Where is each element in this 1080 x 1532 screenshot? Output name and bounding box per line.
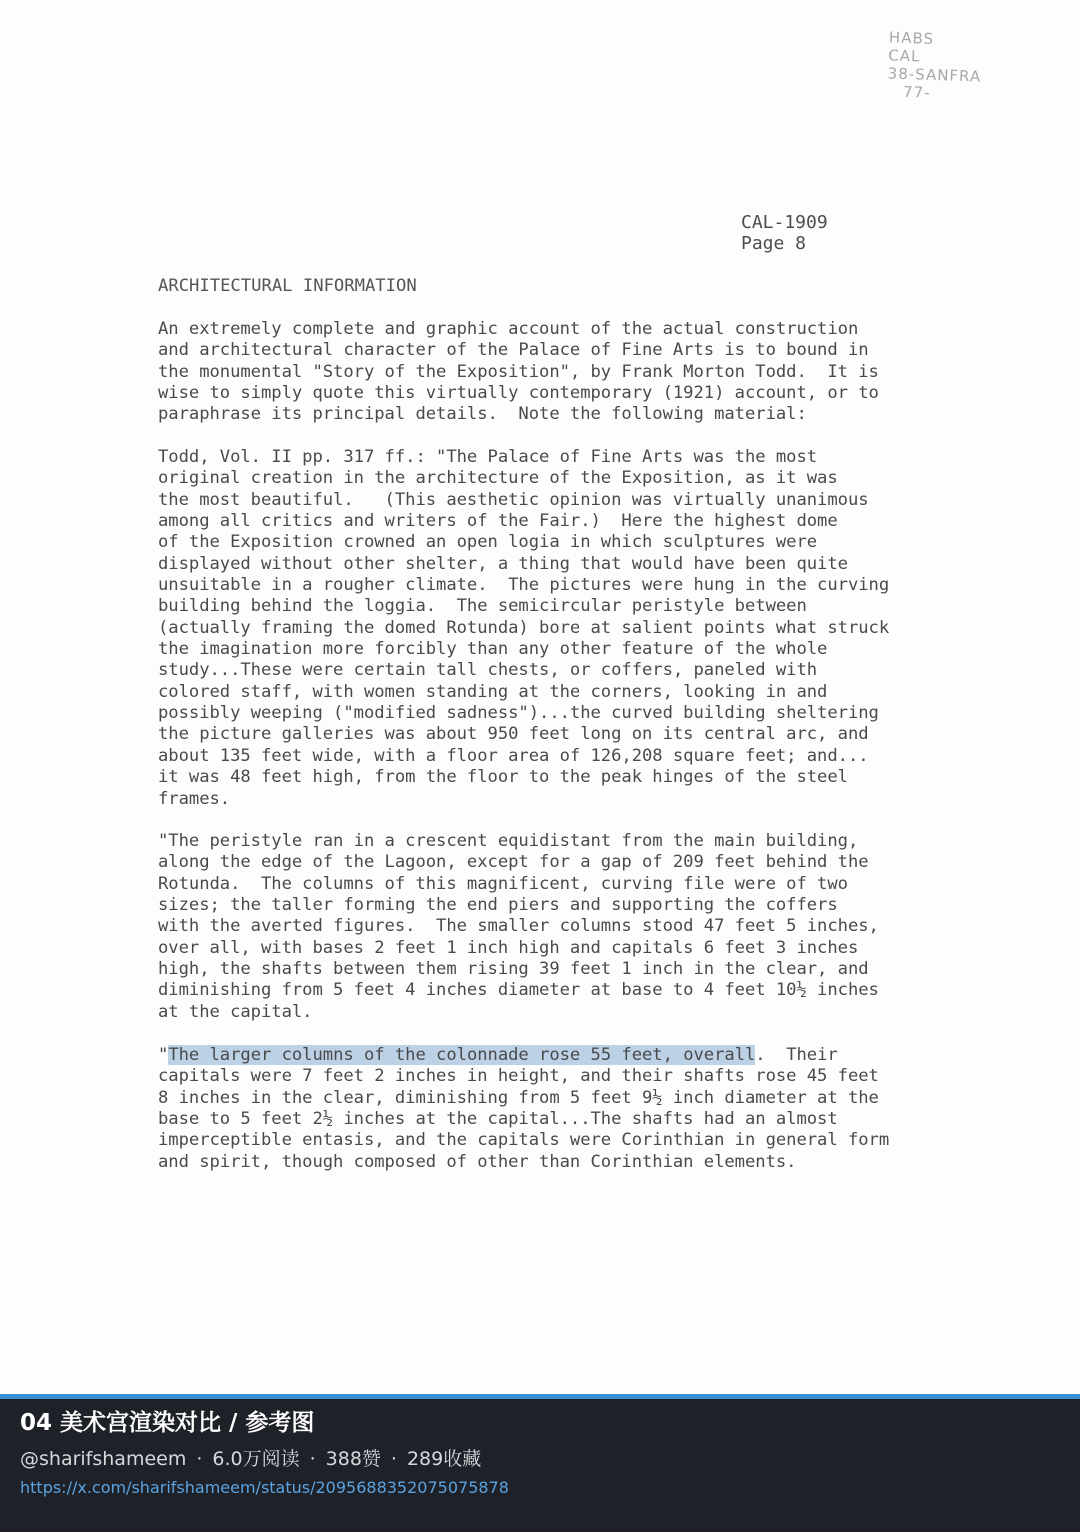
view-count: 6.0万阅读 (212, 1448, 300, 1470)
page-number: Page 8 (741, 233, 807, 254)
stamp-line: 38-SANFRA (887, 64, 982, 86)
text-line: building behind the loggia. The semicircular peristyle between (158, 596, 807, 617)
text-line: unsuitable in a rougher climate. The pictures were hung in the curving (158, 575, 890, 596)
text-line: imperceptible entasis, and the capitals were Corinthian in general form (158, 1130, 890, 1151)
text-line: about 135 feet wide, with a floor area of 126,208 square feet; and... (158, 745, 869, 766)
line-tail: . Their (755, 1045, 838, 1065)
text-line (158, 1045, 889, 1066)
text-line: and spirit, though composed of other than Corinthian elements. (158, 1151, 797, 1172)
paragraph-peristyle (158, 831, 879, 1023)
like-count: 388赞 (325, 1448, 381, 1470)
text-line: capitals were 7 feet 2 inches in height, and their shafts rose 45 feet (158, 1066, 879, 1087)
text-line: original creation in the architecture of the Exposition, as it was (158, 468, 838, 489)
paragraph-todd-quote (158, 447, 889, 810)
footer-accent-bar (0, 1394, 1080, 1399)
text-line: of the Exposition crowned an open logia in which sculptures were (158, 532, 818, 553)
reference-code: CAL-1909 (741, 212, 828, 233)
habs-stamp (887, 28, 983, 103)
text-line: the most beautiful. (This aesthetic opinion was virtually unanimous (158, 489, 869, 510)
post-meta (20, 1446, 481, 1472)
text-line: the imagination more forcibly than any other feature of the whole (158, 639, 828, 660)
section-heading: ARCHITECTURAL INFORMATION (158, 276, 417, 296)
text-line: displayed without other shelter, a thing that would have been quite (158, 553, 848, 574)
text-line: "The peristyle ran in a crescent equidistant from the main building, (158, 831, 859, 851)
author-handle[interactable]: @sharifshameem (20, 1448, 187, 1470)
text-line: diminishing from 5 feet 4 inches diameter at base to 4 feet 10½ inches (158, 980, 879, 1001)
paragraph-larger-columns (158, 1045, 889, 1173)
text-line: along the edge of the Lagoon, except for a gap of 209 feet behind the (158, 852, 869, 873)
text-line: study...These were certain tall chests, or coffers, paneled with (158, 660, 818, 681)
text-line: over all, with bases 2 feet 1 inch high and capitals 6 feet 3 inches (158, 937, 859, 958)
text-line: possibly weeping ("modified sadness")...the curved building sheltering (158, 703, 879, 724)
meta-separator: · (390, 1448, 397, 1470)
highlighted-text: The larger columns of the colonnade rose 55 feet, overall (168, 1045, 756, 1065)
quote-mark: " (158, 1045, 169, 1065)
post-footer (0, 1394, 1080, 1532)
text-line: among all critics and writers of the Fair.) Here the highest dome (158, 511, 838, 532)
text-line: (actually framing the domed Rotunda) bore at salient points what struck (158, 617, 890, 638)
text-line: colored staff, with women standing at the corners, looking in and (158, 681, 828, 702)
text-line: Todd, Vol. II pp. 317 ff.: "The Palace of Fine Arts was the most (158, 447, 818, 467)
text-line: paraphrase its principal details. Note the following material: (158, 404, 807, 425)
text-line: high, the shafts between them rising 39 feet 1 inch in the clear, and (158, 959, 869, 980)
text-line: it was 48 feet high, from the floor to the peak hinges of the steel (158, 767, 848, 788)
text-line: the picture galleries was about 950 feet long on its central arc, and (158, 724, 869, 745)
stamp-line: HABS (888, 28, 935, 48)
text-line: base to 5 feet 2½ inches at the capital...The shafts had an almost (158, 1109, 838, 1130)
stamp-line: CAL (888, 46, 921, 66)
text-line: the monumental "Story of the Exposition", by Frank Morton Todd. It is (158, 361, 879, 382)
text-line: sizes; the taller forming the end piers and supporting the coffers (158, 895, 838, 916)
text-line: 8 inches in the clear, diminishing from 5 feet 9½ inch diameter at the (158, 1087, 879, 1108)
save-count: 289收藏 (406, 1448, 482, 1470)
source-link[interactable]: https://x.com/sharifshameem/status/2095688352075075878 (20, 1478, 509, 1497)
text-line: wise to simply quote this virtually contemporary (1921) account, or to (158, 383, 879, 404)
post-title: 04 美术宫渲染对比 / 参考图 (20, 1410, 315, 1436)
meta-separator: · (196, 1448, 203, 1470)
text-line: An extremely complete and graphic account of the actual construction (158, 319, 859, 339)
stamp-line: 77- (902, 82, 931, 102)
text-line: Rotunda. The columns of this magnificent, curving file were of two (158, 873, 848, 894)
meta-separator: · (309, 1448, 316, 1470)
paragraph-intro (158, 319, 879, 426)
document-reference (741, 212, 828, 254)
text-line: with the averted figures. The smaller columns stood 47 feet 5 inches, (158, 916, 879, 937)
text-line: at the capital. (158, 1001, 313, 1022)
text-line: and architectural character of the Palace of Fine Arts is to bound in (158, 340, 869, 361)
text-line: frames. (158, 788, 231, 809)
